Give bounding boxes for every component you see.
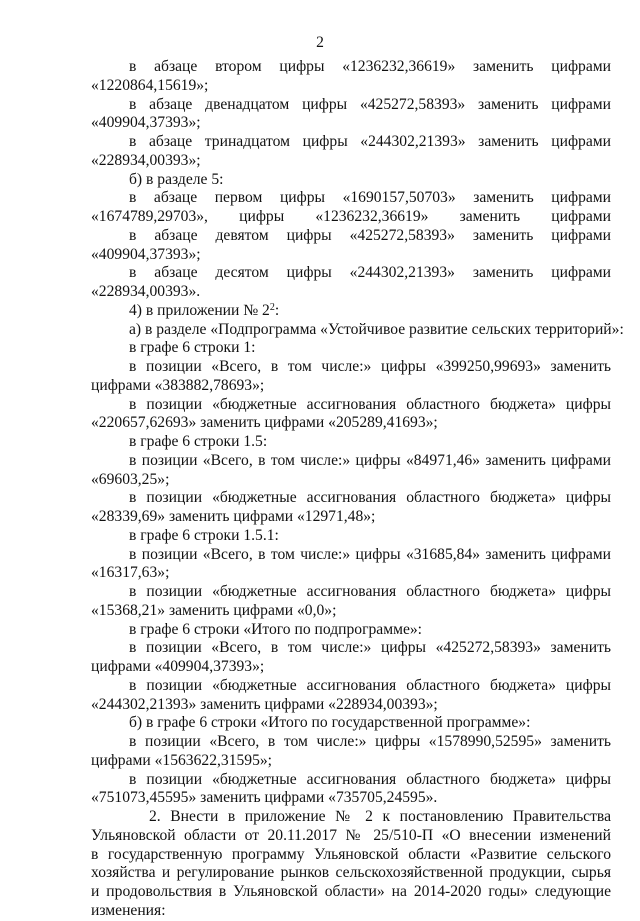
text-line: в позиции «бюджетные ассигнования областного бюджета» цифры (129, 583, 611, 600)
text-line: в позиции «Всего, в том числе:» цифры «425272,58393» заменить (129, 639, 611, 657)
text-line: 2. Внести в приложение № 2 к постановлению Правительства (149, 808, 611, 825)
text-line: в позиции «бюджетные ассигнования областного бюджета» цифры (129, 395, 611, 413)
text-line: в абзаце первом цифры «1690157,50703» заменить цифрами (129, 189, 611, 207)
text-line: «28339,69» заменить цифрами «12971,48»; (91, 508, 376, 525)
text-line: в абзаце девятом цифры «425272,58393» заменить цифрами (129, 226, 611, 244)
text-line: в позиции «Всего, в том числе:» цифры «1578990,52595» заменить (129, 733, 611, 750)
text-line: хозяйства и регулирование рынков сельскохозяйственной продукции, сырья (91, 864, 611, 882)
text-line: в абзаце десятом цифры «244302,21393» заменить цифрами (129, 264, 611, 282)
text-line: изменения: (91, 901, 166, 919)
text-line: «1220864,15619»; (91, 76, 209, 94)
text-line: в государственную программу Ульяновской области «Развитие сельского (91, 845, 611, 863)
text-line: «220657,62693» заменить цифрами «205289,41693»; (91, 414, 438, 432)
text-line: в графе 6 строки «Итого по подпрограмме»: (129, 620, 423, 638)
text-line: цифрами «1563622,31595»; (91, 751, 273, 769)
text-line: «228934,00393». (91, 283, 201, 300)
text-line: 4) в приложении № $2^2$: (129, 301, 280, 319)
text-line: «15368,21» заменить цифрами «0,0»; (91, 601, 337, 619)
superscript: 2 (269, 301, 275, 313)
text-line: в графе 6 строки 1.5: (129, 433, 268, 450)
text-line: «228934,00393»; (91, 151, 201, 169)
text-line: «751073,45595» заменить цифрами «735705,24595». (91, 789, 438, 807)
page-number: 2 (316, 34, 324, 51)
text-line: в позиции «Всего, в том числе:» цифры «31685,84» заменить цифрами (129, 545, 611, 563)
text-line: «409904,37393»; (91, 114, 201, 132)
text-line: в абзаце двенадцатом цифры «425272,58393» заменить цифрами (129, 95, 611, 113)
text-line: в позиции «бюджетные ассигнования областного бюджета» цифры (129, 489, 611, 507)
text-line: «69603,25»; (91, 470, 170, 488)
text-line: а) в разделе «Подпрограмма «Устойчивое развитие сельских территорий»: (129, 320, 624, 338)
text-line: в позиции «бюджетные ассигнования областного бюджета» цифры (129, 676, 611, 694)
text-line: цифрами «383882,78693»; (91, 376, 265, 394)
text-line: в позиции «Всего, в том числе:» цифры «399250,99693» заменить (129, 358, 611, 375)
text-line: в позиции «бюджетные ассигнования областного бюджета» цифры (129, 770, 611, 788)
text-line: б) в графе 6 строки «Итого по государственной программе»: (129, 714, 531, 732)
text-line: в позиции «Всего, в том числе:» цифры «84971,46» заменить цифрами (129, 451, 611, 469)
text-line: в абзаце тринадцатом цифры «244302,21393» заменить цифрами (129, 133, 611, 150)
text-line: Ульяновской области от 20.11.2017 № 25/510-П «О внесении изменений (91, 826, 611, 844)
text-line: «409904,37393»; (91, 245, 201, 263)
text-line: и продовольствия в Ульяновской области» на 2014-2020 годы» следующие (91, 883, 611, 900)
text-line: «1674789,29703», цифры «1236232,36619» заменить цифрами (91, 208, 611, 225)
document-body (91, 58, 624, 921)
text-line: «244302,21393» заменить цифрами «228934,00393»; (91, 695, 438, 713)
text-line: в графе 6 строки 1.5.1: (129, 526, 279, 544)
text-line: цифрами «409904,37393»; (91, 658, 265, 675)
text-line: б) в разделе 5: (129, 170, 224, 188)
text-line: «16317,63»; (91, 564, 170, 582)
text-line: в абзаце втором цифры «1236232,36619» заменить цифрами (129, 58, 611, 75)
text-line: в графе 6 строки 1: (129, 339, 256, 357)
